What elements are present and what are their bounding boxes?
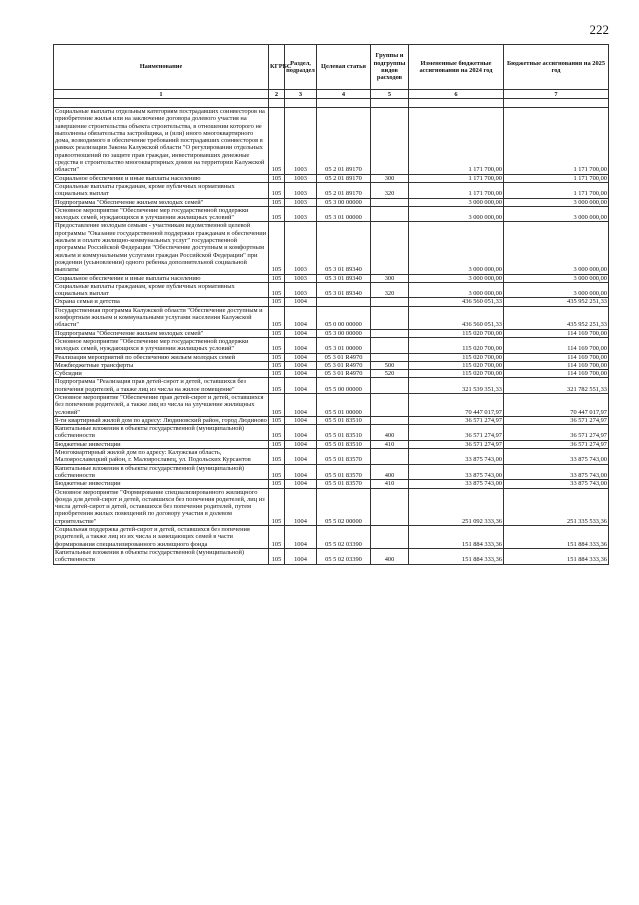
row-amount-2024: 36 571 274,97 [409,440,504,448]
row-section: 1004 [285,548,317,564]
row-section: 1004 [285,298,317,306]
row-amount-2024: 3 000 000,00 [409,282,504,298]
row-amount-2025: 435 952 251,33 [504,298,609,306]
row-amount-2025: 36 571 274,97 [504,416,609,424]
row-kgrbs: 105 [269,440,285,448]
row-amount-2024: 151 884 333,36 [409,526,504,549]
row-section: 1003 [285,206,317,222]
row-name: Капитальные вложения в объекты государственной (муниципальной) собственности [54,464,269,480]
row-group [371,488,409,525]
row-target: 05 5 01 83570 [317,480,371,488]
table-row [54,440,609,448]
column-number: 7 [504,90,609,99]
row-group [371,306,409,329]
row-group [371,353,409,361]
row-section: 1003 [285,274,317,282]
row-kgrbs: 105 [269,174,285,182]
row-kgrbs: 105 [269,488,285,525]
row-group: 410 [371,480,409,488]
row-kgrbs: 105 [269,329,285,337]
row-name: Подпрограмма "Реализация прав детей-сирот и детей, оставшихся без попечения родителей, а также лиц из числа на жилое помещение" [54,378,269,394]
row-name: Бюджетные инвестиции [54,440,269,448]
row-amount-2024: 1 171 700,00 [409,108,504,175]
header-section: Раздел, подраздел [285,45,317,90]
row-name: Социальные выплаты гражданам, кроме публичных нормативных социальных выплат [54,182,269,198]
row-kgrbs: 105 [269,108,285,175]
row-name: Охрана семьи и детства [54,298,269,306]
table-row [54,449,609,465]
row-kgrbs: 105 [269,282,285,298]
table-row [54,329,609,337]
row-amount-2025: 33 875 743,00 [504,480,609,488]
row-section: 1004 [285,526,317,549]
row-target: 05 3 00 00000 [317,329,371,337]
row-name: Основное мероприятие "Обеспечение мер государственной поддержки молодых семей, нуждающихся в улучшении жилищных условий" [54,337,269,353]
row-amount-2024: 115 020 700,00 [409,337,504,353]
column-number: 4 [317,90,371,99]
row-name: Социальное обеспечение и иные выплаты населению [54,274,269,282]
row-target: 05 3 01 89340 [317,274,371,282]
row-target: 05 3 01 89340 [317,282,371,298]
header-row [54,45,609,90]
row-amount-2025: 33 875 743,00 [504,464,609,480]
column-number: 6 [409,90,504,99]
row-amount-2025: 251 335 533,36 [504,488,609,525]
row-section: 1003 [285,174,317,182]
row-kgrbs: 105 [269,370,285,378]
row-section: 1004 [285,464,317,480]
row-amount-2025: 114 169 700,00 [504,337,609,353]
row-amount-2024: 3 000 000,00 [409,206,504,222]
row-amount-2025: 3 000 000,00 [504,282,609,298]
row-amount-2025: 321 782 551,33 [504,378,609,394]
row-target: 05 2 01 89170 [317,108,371,175]
row-amount-2024: 70 447 017,97 [409,393,504,416]
row-group [371,337,409,353]
row-kgrbs: 105 [269,526,285,549]
row-amount-2025: 70 447 017,97 [504,393,609,416]
table-row [54,182,609,198]
row-target: 05 3 01 89340 [317,222,371,274]
row-target: 05 5 01 83510 [317,440,371,448]
row-section: 1004 [285,440,317,448]
row-group: 500 [371,361,409,369]
page-number: 222 [589,22,609,37]
row-kgrbs: 105 [269,337,285,353]
row-amount-2025: 3 000 000,00 [504,274,609,282]
row-section: 1004 [285,378,317,394]
table-row [54,222,609,274]
row-section: 1004 [285,353,317,361]
row-amount-2025: 3 000 000,00 [504,198,609,206]
row-kgrbs: 105 [269,306,285,329]
row-name: Социальные выплаты отдельным категориям пострадавших соинвесторов на приобретение жилья или на заключение договора долевого участия на завершение строительства объекта строительства, в отношении которого не выполнены обязательства застройщика, и (или) иного многоквартирного дома, возводимого в обеспечение требований пострадавших соинвесторов в рамках реализации Закона Калужской области "О регулировании отдельных правоотношений по защите прав граждан, инвестировавших денежные средства в строительство многоквартирных домов на территории Калужской области" [54,108,269,175]
row-section: 1004 [285,329,317,337]
table-row [54,526,609,549]
row-amount-2024: 151 884 333,36 [409,548,504,564]
spacer-row [54,99,609,108]
table-row [54,108,609,175]
row-amount-2025: 1 171 700,00 [504,108,609,175]
row-amount-2025: 36 571 274,97 [504,425,609,441]
row-amount-2025: 114 169 700,00 [504,370,609,378]
row-group [371,449,409,465]
row-group: 520 [371,370,409,378]
row-amount-2025: 151 884 333,36 [504,548,609,564]
row-name: Реализация мероприятий по обеспечению жильем молодых семей [54,353,269,361]
row-name: Основное мероприятие "Формирование специализированного жилищного фонда для детей-сирот и детей, оставшихся без попечения родителей, лиц из числа детей-сирот и детей, оставшихся без попечения родителей, путем приобретения жилых помещений по договору участия в долевом строительстве" [54,488,269,525]
row-group [371,526,409,549]
row-target: 05 2 01 89170 [317,182,371,198]
row-section: 1004 [285,488,317,525]
table-row [54,306,609,329]
row-amount-2025: 3 000 000,00 [504,206,609,222]
row-group [371,198,409,206]
row-group [371,108,409,175]
row-amount-2024: 1 171 700,00 [409,174,504,182]
table-row [54,393,609,416]
row-section: 1004 [285,425,317,441]
row-amount-2024: 3 000 000,00 [409,222,504,274]
table-row [54,370,609,378]
row-name: Социальное обеспечение и иные выплаты населению [54,174,269,182]
row-target: 05 5 01 00000 [317,393,371,416]
row-amount-2025: 3 000 000,00 [504,222,609,274]
row-amount-2024: 115 020 700,00 [409,329,504,337]
row-target: 05 2 01 89170 [317,174,371,182]
column-number: 5 [371,90,409,99]
header-changed-2024: Измененные бюджетные ассигнования на 2024 год [409,45,504,90]
row-amount-2024: 436 560 051,33 [409,298,504,306]
row-amount-2024: 36 571 274,97 [409,416,504,424]
row-target: 05 5 02 03390 [317,548,371,564]
row-amount-2025: 151 884 333,36 [504,526,609,549]
table-row [54,206,609,222]
row-section: 1004 [285,480,317,488]
row-kgrbs: 105 [269,393,285,416]
row-target: 05 3 01 R4970 [317,353,371,361]
table-row [54,274,609,282]
row-amount-2024: 115 020 700,00 [409,353,504,361]
row-name: Подпрограмма "Обеспечение жильем молодых семей" [54,198,269,206]
row-amount-2025: 114 169 700,00 [504,353,609,361]
table-row [54,548,609,564]
row-group: 400 [371,425,409,441]
row-group [371,298,409,306]
row-kgrbs: 105 [269,353,285,361]
row-amount-2025: 114 169 700,00 [504,329,609,337]
row-kgrbs: 105 [269,274,285,282]
row-section: 1004 [285,370,317,378]
table-row [54,425,609,441]
table-row [54,464,609,480]
row-section: 1004 [285,416,317,424]
row-section: 1004 [285,337,317,353]
row-name: Предоставление молодым семьям - участникам ведомственной целевой программы "Оказание государственной поддержки гражданам в обеспечении жильем и оплате жилищно-коммунальных услуг" государственной программы Российской Федерации "Обеспечение доступным и комфортным жильем и коммунальными услугами граждан Российской Федерации" при рождении (усыновлении) одного ребенка дополнительной социальной выплаты [54,222,269,274]
row-section: 1004 [285,393,317,416]
table-row [54,282,609,298]
row-target: 05 5 02 00000 [317,488,371,525]
row-group: 300 [371,274,409,282]
row-name: Социальные выплаты гражданам, кроме публичных нормативных социальных выплат [54,282,269,298]
row-kgrbs: 105 [269,548,285,564]
row-kgrbs: 105 [269,361,285,369]
row-section: 1004 [285,449,317,465]
row-section: 1003 [285,222,317,274]
row-group [371,393,409,416]
row-amount-2024: 1 171 700,00 [409,182,504,198]
table-row [54,361,609,369]
row-kgrbs: 105 [269,378,285,394]
row-kgrbs: 105 [269,449,285,465]
row-kgrbs: 105 [269,198,285,206]
row-name: Бюджетные инвестиции [54,480,269,488]
row-name: Капитальные вложения в объекты государственной (муниципальной) собственности [54,548,269,564]
row-amount-2024: 33 875 743,00 [409,480,504,488]
row-target: 05 0 00 00000 [317,306,371,329]
table-row [54,488,609,525]
row-amount-2024: 321 539 351,33 [409,378,504,394]
row-group: 320 [371,182,409,198]
row-name: Многоквартирный жилой дом по адресу: Калужская область, Малоярославецкий район, г. Малоярославец, ул. Подольских Курсантов [54,449,269,465]
row-section: 1004 [285,361,317,369]
row-target: 05 5 01 83510 [317,416,371,424]
row-kgrbs: 105 [269,425,285,441]
row-kgrbs: 105 [269,298,285,306]
row-section: 1004 [285,306,317,329]
row-group [371,416,409,424]
row-kgrbs: 105 [269,416,285,424]
row-kgrbs: 105 [269,182,285,198]
row-name: Основное мероприятие "Обеспечение прав детей-сирот и детей, оставшихся без попечения родителей, а также лиц из числа на улучшение жилищных условий" [54,393,269,416]
row-amount-2024: 436 560 051,33 [409,306,504,329]
header-group: Группы и подгруппы видов расходов [371,45,409,90]
row-target: 05 3 01 00000 [317,206,371,222]
row-kgrbs: 105 [269,464,285,480]
row-group [371,222,409,274]
row-target: 05 3 00 00000 [317,198,371,206]
table-row [54,337,609,353]
row-group [371,206,409,222]
row-section: 1003 [285,282,317,298]
row-group: 400 [371,548,409,564]
row-name: Подпрограмма "Обеспечение жильем молодых семей" [54,329,269,337]
row-name: Субсидии [54,370,269,378]
row-target: 05 3 01 R4970 [317,361,371,369]
row-name: 9-ти квартирный жилой дом по адресу: Людиновский район, город Людиново [55,416,267,424]
column-number-row [54,90,609,99]
row-target [317,298,371,306]
row-kgrbs: 105 [269,480,285,488]
row-target: 05 5 01 83570 [317,464,371,480]
row-name: Социальная поддержка детей-сирот и детей, оставшихся без попечения родителей, а также лиц из их числа и замещающих семей в части формирования специализированного жилищного фонда [54,526,269,549]
table-row [54,298,609,306]
row-amount-2024: 115 020 700,00 [409,361,504,369]
header-target: Целевая статья [317,45,371,90]
row-name: Государственная программа Калужской области "Обеспечение доступным и комфортным жильем и коммунальными услугами населения Калужской области" [54,306,269,329]
row-amount-2024: 33 875 743,00 [409,449,504,465]
row-kgrbs: 105 [269,222,285,274]
row-amount-2024: 3 000 000,00 [409,198,504,206]
column-number: 2 [269,90,285,99]
table-row [54,353,609,361]
column-number: 3 [285,90,317,99]
row-amount-2025: 36 571 274,97 [504,440,609,448]
row-target: 05 5 01 83570 [317,449,371,465]
budget-table [53,44,609,565]
row-kgrbs: 105 [269,206,285,222]
row-section: 1003 [285,182,317,198]
table-body [54,99,609,565]
table-row [54,378,609,394]
row-group: 400 [371,464,409,480]
row-group: 320 [371,282,409,298]
row-amount-2025: 33 875 743,00 [504,449,609,465]
row-amount-2024: 115 020 700,00 [409,370,504,378]
row-name: Межбюджетные трансферты [54,361,269,369]
row-amount-2024: 3 000 000,00 [409,274,504,282]
row-target: 05 5 00 00000 [317,378,371,394]
column-number: 1 [54,90,269,99]
row-amount-2024: 33 875 743,00 [409,464,504,480]
row-group: 300 [371,174,409,182]
row-name: Основное мероприятие "Обеспечение мер государственной поддержки молодых семей, нуждающихся в улучшении жилищных условий" [54,206,269,222]
row-amount-2025: 435 952 251,33 [504,306,609,329]
row-amount-2024: 251 092 333,36 [409,488,504,525]
row-target: 05 5 01 83510 [317,425,371,441]
row-amount-2025: 114 169 700,00 [504,361,609,369]
row-target: 05 3 01 00000 [317,337,371,353]
row-group: 410 [371,440,409,448]
row-amount-2024: 36 571 274,97 [409,425,504,441]
table-row [54,416,609,424]
table-row [54,480,609,488]
row-amount-2025: 1 171 700,00 [504,174,609,182]
row-section: 1003 [285,108,317,175]
header-name: Наименование [54,45,269,90]
row-group [371,329,409,337]
row-amount-2025: 1 171 700,00 [504,182,609,198]
row-section: 1003 [285,198,317,206]
table-row [54,198,609,206]
row-target: 05 5 02 03390 [317,526,371,549]
header-budget-2025: Бюджетные ассигнования на 2025 год [504,45,609,90]
row-name: Капитальные вложения в объекты государственной (муниципальной) собственности [54,425,269,441]
row-target: 05 3 01 R4970 [317,370,371,378]
table-row [54,174,609,182]
header-kgrbs: КГРБС [269,45,285,90]
row-group [371,378,409,394]
